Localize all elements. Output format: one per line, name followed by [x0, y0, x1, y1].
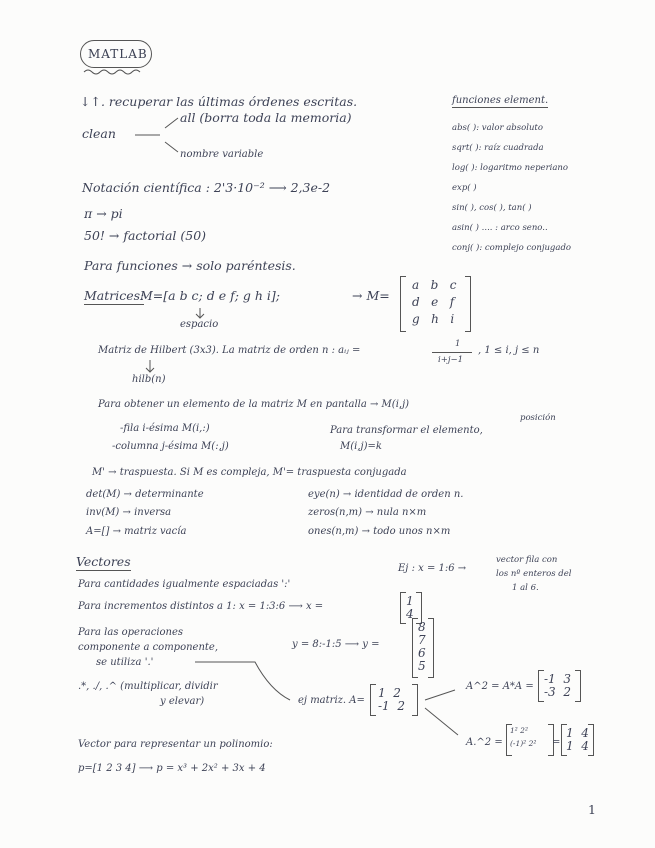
function-item: asin( ) .... : arco seno..: [452, 223, 548, 233]
transform-note: Para transformar el elemento,: [330, 425, 483, 436]
function-item: log( ): logaritmo neperiano: [452, 163, 569, 173]
hilbert-fraction-bar: [432, 352, 472, 353]
function-item: sin( ), cos( ), tan( ): [452, 203, 532, 213]
ej-desc-1: vector fila con: [496, 555, 558, 565]
clean-cmd: clean: [82, 126, 116, 141]
matrices-label: Matrices:: [84, 288, 145, 303]
polynomial-example: p=[1 2 3 4] ⟶ p = x³ + 2x² + 3x + 4: [78, 763, 266, 774]
ej-desc-2: los nº enteros del: [496, 569, 572, 579]
operations-note-3: se utiliza '.': [96, 657, 154, 668]
matrix-a-right-bracket: [412, 684, 418, 716]
example-matrix-label: ej matriz. A=: [298, 695, 365, 706]
y-eq: y = 8:-1:5 ⟶ y =: [292, 639, 380, 650]
equal-spacing-note: Para cantidades igualmente espaciadas ':': [78, 579, 291, 590]
ops-list-2: y elevar): [160, 696, 205, 707]
matrix-a-left-bracket: [370, 684, 376, 716]
ej-label: Ej : x = 1:6 →: [398, 563, 467, 574]
det-note: det(M) → determinante: [86, 489, 204, 500]
matrices-def: M=[a b c; d e f; g h i];: [140, 288, 280, 303]
functions-header: funciones element.: [452, 95, 549, 106]
transform-eq: M(i,j)=k: [340, 441, 382, 452]
page-number: 1: [588, 802, 596, 817]
matrix-m-right-bracket: [465, 276, 471, 332]
eye-note: eye(n) → identidad de orden n.: [308, 489, 464, 500]
ej-desc-3: 1 al 6.: [512, 583, 539, 593]
a-dot-squared: A.^2 =: [466, 737, 503, 748]
function-item: sqrt( ): raíz cuadrada: [452, 143, 544, 153]
transpose-note: M' → traspuesta. Si M es compleja, M'= traspuesta conjugada: [92, 467, 407, 478]
matlab-logo: [80, 40, 152, 68]
fila-note: -fila i-ésima M(i,:): [120, 423, 210, 434]
ops-list-1: .*, ./, .^ (multiplicar, dividir: [78, 681, 218, 692]
zeros-note: zeros(n,m) → nula n×m: [308, 507, 427, 518]
matrix-a2-right-bracket: [575, 670, 581, 702]
clean-var: nombre variable: [180, 149, 264, 160]
obtain-element: Para obtener un elemento de la matriz M en pantalla → M(i,j): [98, 399, 410, 410]
hilbert-note: Matriz de Hilbert (3x3). La matriz de orden n : aᵢⱼ =: [98, 345, 361, 356]
pi-note: π → pi: [84, 206, 123, 221]
vector-y-right-bracket: [428, 618, 434, 678]
scientific-notation: Notación científica : 2'3·10⁻² ⟶ 2,3e-2: [82, 180, 331, 195]
ones-note: ones(n,m) → todo unos n×m: [308, 526, 451, 537]
operations-note-1: Para las operaciones: [78, 627, 184, 638]
a-squared: A^2 = A*A =: [466, 681, 534, 692]
notebook-page: MATLAB ↓↑. recuperar las últimas órdenes escritas. clean all (borra toda la memoria) nombre variable Notación científica : 2'3·10⁻² ⟶ 2,3e-2 π → pi 50! → factorial (50) Para funciones → solo paréntesis. Matrices: M=[a b c; d e f; g h i]; → M= espacio a b c d e f g h i Matriz de Hilbert (3x3). La matriz de orden n : aᵢⱼ = 1 i+j−1 , 1 ≤ i, j ≤ n hilb(n) Para obtener un elemento de la matriz M en pantalla → M(i,j) posición -fila i-ésima M(i,:) -columna j-ésima M(:,j) Para transformar el elemento, M(i,j)=k M' → traspuesta. Si M es compleja, M'= traspuesta conjugada det(M) → determinante eye(n) → identidad de orden n. inv(M) → inversa zeros(n,m) → nula n×m A=[] → matriz vacía ones(n,m) → todo unos n×m Vectores Ej : x = 1:6 → vector fila con los nº enteros del 1 al 6. Para cantidades igualmente espaciadas ':' Para incrementos distintos a 1: x = 1:3:6 ⟶ x = 1 4 Para las operaciones componente a componente, se utiliza '.' y = 8:-1:5 ⟶ y = 8 7 6 5 .*, ./, .^ (multiplicar, dividir y elevar) ej matriz. A= 1 2 -1 2 A^2 = A*A = -1 3 -3 2 A.^2 = 1² 2² (-1)² 2² = 1 4 1 4 Vector para representar un polinomio: p=[1 2 3 4] ⟶ p = x³ + 2x² + 3x + 4 funciones element. abs( ): valor absoluto sqrt( ): raíz cuadrada log( ): logaritmo neperiano exp( ) sin( ), cos( ), tan( ) asin( ) .... : arco seno.. conj( ): complejo conjugado 1: [0, 0, 655, 848]
hilbert-num: 1: [455, 339, 461, 349]
increments-note: Para incrementos distintos a 1: x = 1:3:6 ⟶ x =: [78, 601, 324, 612]
functions-paren: Para funciones → solo paréntesis.: [84, 258, 296, 273]
function-item: abs( ): valor absoluto: [452, 123, 543, 133]
arrows-note: ↓↑. recuperar las últimas órdenes escritas.: [80, 94, 358, 109]
function-item: conj( ): complejo conjugado: [452, 243, 571, 253]
function-item: exp( ): [452, 183, 477, 193]
hilbert-range: , 1 ≤ i, j ≤ n: [478, 345, 540, 356]
empty-matrix-note: A=[] → matriz vacía: [86, 526, 187, 537]
operations-note-2: componente a componente,: [78, 642, 219, 653]
espacio-note: espacio: [180, 319, 219, 330]
clean-all: all (borra toda la memoria): [180, 110, 352, 125]
hilbert-den: i+j−1: [438, 355, 464, 365]
factorial-note: 50! → factorial (50): [84, 228, 207, 243]
hilb-cmd: hilb(n): [132, 374, 166, 385]
posicion-note: posición: [520, 413, 556, 423]
matrices-arrow: → M=: [352, 288, 390, 303]
page-title: MATLAB: [88, 47, 148, 61]
polynomial-title: Vector para representar un polinomio:: [78, 739, 273, 750]
columna-note: -columna j-ésima M(:,j): [112, 441, 229, 452]
vectores-heading: Vectores: [76, 554, 131, 569]
matrix-m-left-bracket: [400, 276, 406, 332]
inv-note: inv(M) → inversa: [86, 507, 172, 518]
equals-sign: =: [552, 737, 561, 748]
